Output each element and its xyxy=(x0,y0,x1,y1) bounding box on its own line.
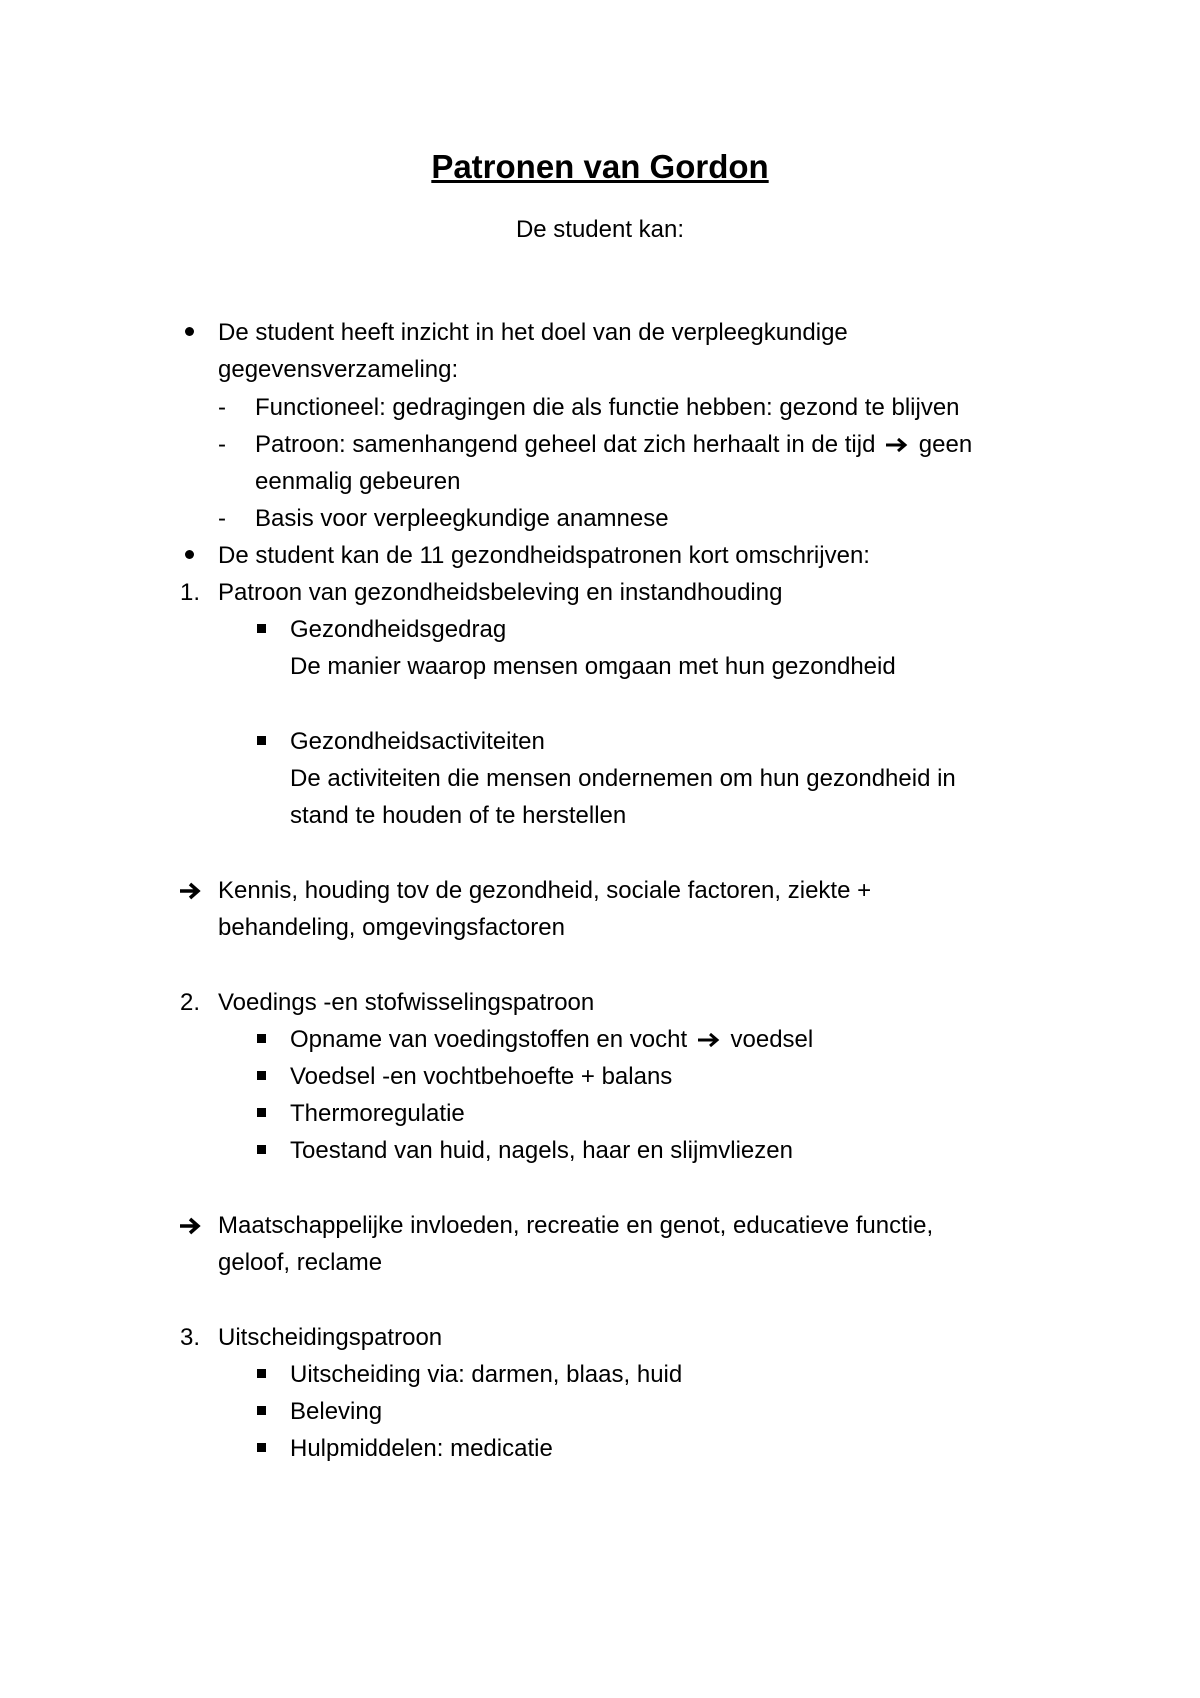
square-bullet-icon xyxy=(257,1034,266,1043)
sub-item-title: Uitscheiding via: darmen, blaas, huid xyxy=(290,1361,683,1388)
sub-item-title xyxy=(290,1025,813,1055)
square-bullet-icon xyxy=(257,624,266,633)
sub-item-description: De manier waarop mensen omgaan met hun gezondheid xyxy=(290,653,896,680)
arrow-note-text-continuation: behandeling, omgevingsfactoren xyxy=(218,914,565,941)
sub-item-title: Voedsel -en vochtbehoefte + balans xyxy=(290,1063,673,1090)
square-bullet-icon xyxy=(257,1369,266,1378)
arrow-right-icon xyxy=(178,1215,204,1237)
dash-marker: - xyxy=(218,505,226,532)
numbered-item-text: Voedings -en stofwisselingspatroon xyxy=(218,989,595,1016)
arrow-right-icon xyxy=(884,436,910,454)
dash-marker: - xyxy=(218,431,226,458)
square-bullet-icon xyxy=(257,1443,266,1452)
dash-item-text: Basis voor verpleegkundige anamnese xyxy=(255,505,669,532)
dash-item-text-part: Patroon: samenhangend geheel dat zich herhaalt in de tijd xyxy=(255,431,876,458)
sub-item-description-continuation: stand te houden of te herstellen xyxy=(290,802,627,829)
square-bullet-icon xyxy=(257,736,266,745)
arrow-right-icon xyxy=(696,1031,722,1049)
sub-item-title: Beleving xyxy=(290,1398,383,1425)
list-number: 2. xyxy=(180,989,201,1016)
list-number: 1. xyxy=(180,579,201,606)
sub-item-description: De activiteiten die mensen ondernemen om hun gezondheid in xyxy=(290,765,956,792)
numbered-item-text: Uitscheidingspatroon xyxy=(218,1324,443,1351)
dash-item-text-continuation: eenmalig gebeuren xyxy=(255,468,461,495)
bullet-text: De student heeft inzicht in het doel van de verpleegkundige xyxy=(218,319,848,346)
bullet-dot-icon xyxy=(185,327,194,336)
sub-item-text-part: Opname van voedingstoffen en vocht xyxy=(290,1026,688,1053)
dash-item-text xyxy=(255,430,972,460)
sub-item-text-part: voedsel xyxy=(730,1026,814,1053)
bullet-text-continuation: gegevensverzameling: xyxy=(218,356,459,383)
dash-marker: - xyxy=(218,394,226,421)
arrow-note-text: Kennis, houding tov de gezondheid, sociale factoren, ziekte + xyxy=(218,877,872,904)
square-bullet-icon xyxy=(257,1071,266,1080)
square-bullet-icon xyxy=(257,1108,266,1117)
arrow-right-icon xyxy=(178,880,204,902)
sub-item-title: Hulpmiddelen: medicatie xyxy=(290,1435,553,1462)
arrow-note-text-continuation: geloof, reclame xyxy=(218,1249,383,1276)
list-number: 3. xyxy=(180,1324,201,1351)
dash-item-text: Functioneel: gedragingen die als functie hebben: gezond te blijven xyxy=(255,394,960,421)
document-title: Patronen van Gordon xyxy=(431,148,769,185)
sub-item-title: Toestand van huid, nagels, haar en slijmvliezen xyxy=(290,1137,793,1164)
square-bullet-icon xyxy=(257,1406,266,1415)
bullet-text: De student kan de 11 gezondheidspatronen kort omschrijven: xyxy=(218,542,870,569)
sub-item-title: Gezondheidsgedrag xyxy=(290,616,507,643)
dash-item-text-part: geen xyxy=(918,431,973,458)
bullet-dot-icon xyxy=(185,550,194,559)
document-subtitle: De student kan: xyxy=(515,216,685,243)
numbered-item-text: Patroon van gezondheidsbeleving en instandhouding xyxy=(218,579,783,606)
sub-item-title: Thermoregulatie xyxy=(290,1100,465,1127)
square-bullet-icon xyxy=(257,1145,266,1154)
arrow-note-text: Maatschappelijke invloeden, recreatie en genot, educatieve functie, xyxy=(218,1212,934,1239)
sub-item-title: Gezondheidsactiviteiten xyxy=(290,728,545,755)
